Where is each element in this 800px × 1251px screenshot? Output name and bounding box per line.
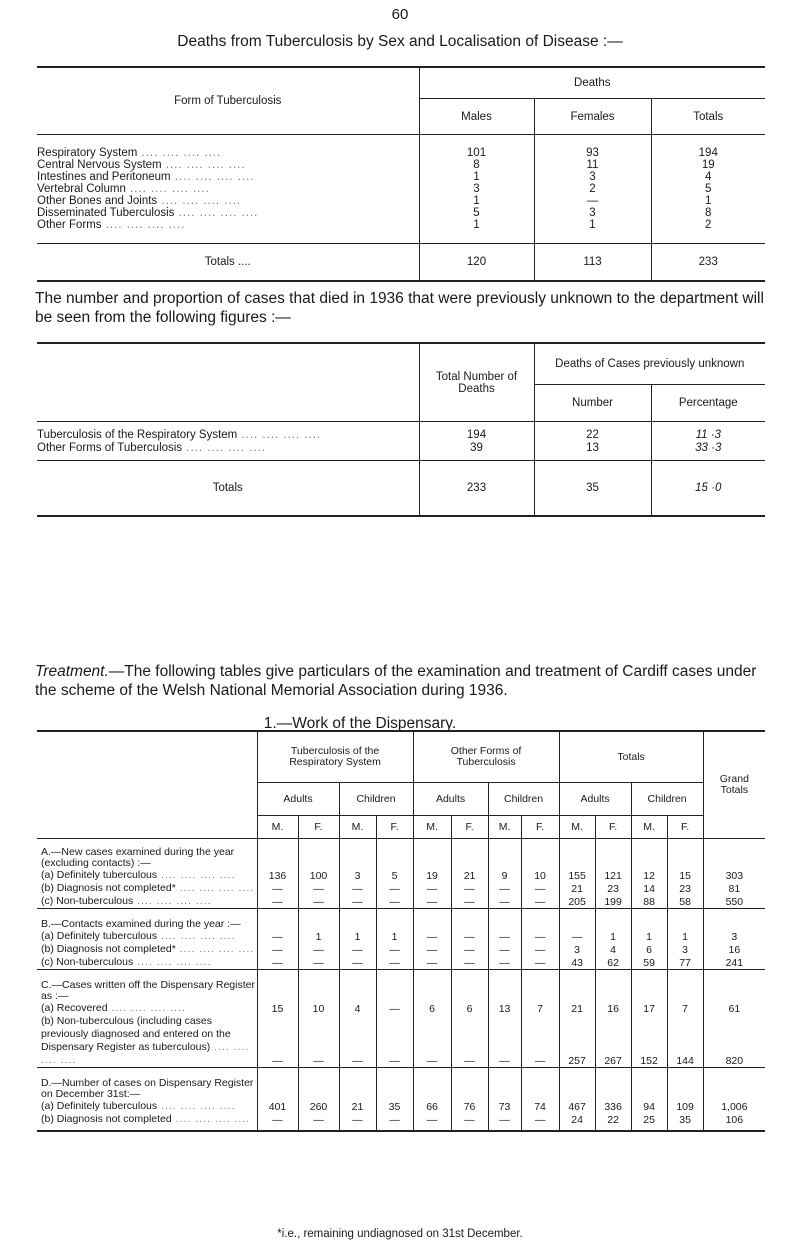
row-females: 2: [534, 183, 651, 195]
table-row: [37, 219, 765, 231]
row-males: 1: [419, 171, 534, 183]
col-males-header: Males: [419, 99, 534, 135]
row-value: —: [488, 956, 521, 970]
row-value: 21: [559, 1002, 595, 1015]
row-value: —: [413, 882, 451, 895]
h-male: M.: [488, 816, 521, 839]
row-label: (c) Non-tuberculous ....: [37, 895, 257, 909]
row-value: 21: [339, 1100, 376, 1113]
row-value: 10: [298, 1002, 339, 1015]
row-value: —: [413, 930, 451, 943]
table-row: [37, 1100, 765, 1113]
row-value: —: [413, 956, 451, 970]
row-value: —: [339, 1113, 376, 1126]
row-value: 241: [703, 956, 765, 970]
row-label: (b) Diagnosis not completed* ....: [37, 882, 257, 895]
row-value: —: [451, 895, 488, 909]
row-value: 59: [631, 956, 667, 970]
row-value: —: [298, 882, 339, 895]
row-value: —: [257, 943, 298, 956]
row-totals: 5: [651, 183, 765, 195]
row-label: (a) Recovered ....: [37, 1002, 257, 1015]
row-value: 88: [631, 895, 667, 909]
row-value: 94: [631, 1100, 667, 1113]
group-heading-row: [37, 919, 765, 930]
table1-body: [37, 147, 765, 231]
table1-total-males: 120: [419, 244, 534, 282]
row-value: —: [376, 882, 413, 895]
row-value: —: [521, 882, 559, 895]
row-value: —: [257, 895, 298, 909]
page-number: 60: [391, 6, 409, 23]
h-female: F.: [298, 816, 339, 839]
row-percentage: 11 ·3: [651, 428, 765, 441]
row-value: 43: [559, 956, 595, 970]
row-value: —: [257, 956, 298, 970]
treatment-lead: Treatment.: [35, 663, 109, 680]
row-value: 267: [595, 1015, 631, 1068]
row-label: (c) Non-tuberculous ....: [37, 956, 257, 970]
h-adults: Adults: [559, 783, 631, 816]
row-value: 6: [631, 943, 667, 956]
row-value: —: [339, 1015, 376, 1068]
row-females: 11: [534, 159, 651, 171]
h-male: M.: [559, 816, 595, 839]
row-label: Central Nervous System ....: [37, 159, 419, 171]
row-percentage: 33 ·3: [651, 441, 765, 454]
row-value: —: [521, 1113, 559, 1126]
row-value: 3: [703, 930, 765, 943]
col-females-header: Females: [534, 99, 651, 135]
col-deaths-header: Deaths: [419, 67, 765, 99]
row-value: 155: [559, 869, 595, 882]
row-label: Other Forms of Tuberculosis ....: [37, 441, 419, 454]
h-totals: Totals: [559, 731, 703, 783]
table2-total-label: Totals: [212, 482, 243, 494]
row-value: 6: [451, 1002, 488, 1015]
row-value: 15: [257, 1002, 298, 1015]
row-value: 401: [257, 1100, 298, 1113]
h-male: M.: [257, 816, 298, 839]
table2-total-deaths: 233: [419, 461, 534, 517]
row-value: 144: [667, 1015, 703, 1068]
row-value: 3: [559, 943, 595, 956]
row-males: 8: [419, 159, 534, 171]
row-value: —: [413, 1113, 451, 1126]
col-number-header: Number: [534, 385, 651, 422]
row-females: 93: [534, 147, 651, 159]
row-value: 4: [339, 1002, 376, 1015]
row-label: (b) Diagnosis not completed* ....: [37, 943, 257, 956]
dispensary-work-table: [37, 730, 765, 1132]
table-row: [37, 159, 765, 171]
table1-total-label: Totals ....: [204, 256, 251, 268]
row-value: 260: [298, 1100, 339, 1113]
h-male: M.: [339, 816, 376, 839]
row-value: 1: [631, 930, 667, 943]
row-value: 257: [559, 1015, 595, 1068]
paragraph-treatment: [35, 662, 765, 700]
h-adults: Adults: [413, 783, 488, 816]
row-value: —: [257, 930, 298, 943]
col-prev-unknown-header: Deaths of Cases previously unknown: [534, 343, 765, 385]
row-value: 19: [413, 869, 451, 882]
row-females: 3: [534, 207, 651, 219]
row-females: 3: [534, 171, 651, 183]
paragraph-previously-unknown: The number and proportion of cases that died in 1936 that were previously unknown to the department will be seen from the following figures :—: [35, 290, 764, 326]
row-value: 467: [559, 1100, 595, 1113]
row-value: 35: [667, 1113, 703, 1126]
row-value: 820: [703, 1015, 765, 1068]
h-grand-totals: Grand Totals: [703, 731, 765, 839]
group-heading-row: [37, 847, 765, 869]
row-value: 23: [595, 882, 631, 895]
row-males: 1: [419, 219, 534, 231]
row-value: 100: [298, 869, 339, 882]
row-value: —: [488, 930, 521, 943]
row-value: —: [451, 882, 488, 895]
row-value: 23: [667, 882, 703, 895]
row-value: 3: [667, 943, 703, 956]
row-value: 9: [488, 869, 521, 882]
table-row: [37, 1113, 765, 1126]
group-heading: C.—Cases written off the Dispensary Register as :—: [41, 979, 255, 1002]
row-value: —: [298, 895, 339, 909]
table2-total-number: 35: [534, 461, 651, 517]
row-value: —: [376, 943, 413, 956]
group-heading-row: [37, 980, 765, 1002]
row-number: 13: [534, 441, 651, 454]
row-value: —: [451, 930, 488, 943]
table3-body: [37, 839, 765, 1127]
table-row: [37, 207, 765, 219]
row-value: 16: [595, 1002, 631, 1015]
row-value: —: [488, 882, 521, 895]
table-row: [37, 1015, 765, 1068]
row-number: 22: [534, 428, 651, 441]
row-value: 7: [667, 1002, 703, 1015]
row-value: 21: [559, 882, 595, 895]
row-value: 81: [703, 882, 765, 895]
row-value: 5: [376, 869, 413, 882]
row-value: —: [298, 1113, 339, 1126]
row-value: 73: [488, 1100, 521, 1113]
row-value: 62: [595, 956, 631, 970]
row-value: —: [451, 1113, 488, 1126]
h-other: Other Forms of Tuberculosis: [413, 731, 559, 783]
table-row: [37, 428, 765, 441]
row-label: (a) Definitely tuberculous ....: [37, 869, 257, 882]
row-value: 22: [595, 1113, 631, 1126]
row-label: (b) Diagnosis not completed ....: [37, 1113, 257, 1126]
row-value: 14: [631, 882, 667, 895]
row-value: —: [488, 895, 521, 909]
row-value: 1,006: [703, 1100, 765, 1113]
row-value: —: [376, 1113, 413, 1126]
table-row: [37, 195, 765, 207]
footnote: *i.e., remaining undiagnosed on 31st December.: [277, 1228, 523, 1240]
row-value: 336: [595, 1100, 631, 1113]
row-value: 35: [376, 1100, 413, 1113]
row-value: 3: [339, 869, 376, 882]
row-males: 3: [419, 183, 534, 195]
table-row: [37, 956, 765, 970]
h-children: Children: [631, 783, 703, 816]
row-value: —: [521, 895, 559, 909]
row-value: —: [257, 1015, 298, 1068]
row-value: —: [413, 943, 451, 956]
row-value: —: [376, 956, 413, 970]
row-value: —: [376, 1002, 413, 1015]
row-value: —: [413, 1015, 451, 1068]
row-total: 194: [419, 428, 534, 441]
row-value: 1: [376, 930, 413, 943]
row-label: Tuberculosis of the Respiratory System ....: [37, 428, 419, 441]
row-value: 6: [413, 1002, 451, 1015]
row-value: 13: [488, 1002, 521, 1015]
row-value: 66: [413, 1100, 451, 1113]
row-totals: 8: [651, 207, 765, 219]
row-males: 101: [419, 147, 534, 159]
row-totals: 1: [651, 195, 765, 207]
group-heading-row: [37, 1078, 765, 1100]
col-totals-header: Totals: [651, 99, 765, 135]
row-totals: 194: [651, 147, 765, 159]
row-value: 15: [667, 869, 703, 882]
col-total-deaths-header: Total Number of Deaths: [419, 343, 534, 422]
h-female: F.: [521, 816, 559, 839]
row-value: —: [257, 882, 298, 895]
col-form-header: Form of Tuberculosis: [37, 67, 419, 135]
row-value: 136: [257, 869, 298, 882]
row-value: —: [298, 1015, 339, 1068]
col-percentage-header: Percentage: [651, 385, 765, 422]
row-value: 205: [559, 895, 595, 909]
table-row: [37, 441, 765, 454]
row-value: 74: [521, 1100, 559, 1113]
row-value: 550: [703, 895, 765, 909]
row-females: 1: [534, 219, 651, 231]
row-value: 1: [339, 930, 376, 943]
h-female: F.: [595, 816, 631, 839]
table-row: [37, 930, 765, 943]
row-value: 12: [631, 869, 667, 882]
row-value: 21: [451, 869, 488, 882]
row-value: —: [521, 1015, 559, 1068]
table-row: [37, 895, 765, 909]
row-value: —: [488, 1015, 521, 1068]
table-row: [37, 882, 765, 895]
deaths-by-sex-table: [37, 66, 765, 282]
row-value: —: [559, 930, 595, 943]
row-label: Disseminated Tuberculosis ....: [37, 207, 419, 219]
h-children: Children: [488, 783, 559, 816]
row-label: Other Bones and Joints ....: [37, 195, 419, 207]
h-female: F.: [451, 816, 488, 839]
group-heading: A.—New cases examined during the year (excluding contacts) :—: [41, 846, 235, 869]
row-value: 109: [667, 1100, 703, 1113]
table2-total-percentage: 15 ·0: [651, 461, 765, 517]
row-value: 58: [667, 895, 703, 909]
row-males: 1: [419, 195, 534, 207]
table1-caption: Deaths from Tuberculosis by Sex and Localisation of Disease :—: [177, 33, 623, 50]
row-value: 121: [595, 869, 631, 882]
row-value: —: [451, 1015, 488, 1068]
row-value: —: [339, 956, 376, 970]
row-value: 10: [521, 869, 559, 882]
h-male: M.: [631, 816, 667, 839]
row-value: —: [376, 895, 413, 909]
previously-unknown-table: [37, 342, 765, 517]
table1-total-totals: 233: [651, 244, 765, 282]
row-value: 4: [595, 943, 631, 956]
table-row: [37, 943, 765, 956]
treatment-text: —The following tables give particulars of the examination and treatment of Cardiff cases under the scheme of the Welsh National Memorial Association during 1936.: [35, 663, 757, 699]
row-total: 39: [419, 441, 534, 454]
row-value: 152: [631, 1015, 667, 1068]
row-label: (a) Definitely tuberculous ....: [37, 930, 257, 943]
row-value: —: [339, 895, 376, 909]
row-value: —: [521, 943, 559, 956]
row-value: —: [488, 943, 521, 956]
row-totals: 2: [651, 219, 765, 231]
row-value: —: [413, 895, 451, 909]
section-heading: 1.—Work of the Dispensary.: [263, 715, 457, 732]
row-value: 16: [703, 943, 765, 956]
row-value: 303: [703, 869, 765, 882]
row-value: 24: [559, 1113, 595, 1126]
row-value: —: [339, 943, 376, 956]
row-value: 61: [703, 1002, 765, 1015]
row-females: —: [534, 195, 651, 207]
row-label: (b) Non-tuberculous (including cases previously diagnosed and entered on the Dispensary Register as tuberculous) ....: [37, 1015, 257, 1068]
row-totals: 4: [651, 171, 765, 183]
row-label: Intestines and Peritoneum ....: [37, 171, 419, 183]
row-value: —: [451, 956, 488, 970]
row-value: —: [451, 943, 488, 956]
table-row: [37, 1002, 765, 1015]
row-value: —: [521, 930, 559, 943]
row-value: 76: [451, 1100, 488, 1113]
row-value: 17: [631, 1002, 667, 1015]
row-value: 77: [667, 956, 703, 970]
group-heading: B.—Contacts examined during the year :—: [41, 918, 241, 930]
table-row: [37, 183, 765, 195]
h-children: Children: [339, 783, 413, 816]
row-value: —: [488, 1113, 521, 1126]
row-value: —: [376, 1015, 413, 1068]
row-value: 106: [703, 1113, 765, 1126]
row-value: —: [298, 943, 339, 956]
h-female: F.: [376, 816, 413, 839]
table-row: [37, 171, 765, 183]
row-value: —: [298, 956, 339, 970]
row-value: —: [521, 956, 559, 970]
row-label: Respiratory System ....: [37, 147, 419, 159]
h-adults: Adults: [257, 783, 339, 816]
row-males: 5: [419, 207, 534, 219]
row-label: Other Forms ....: [37, 219, 419, 231]
row-value: —: [257, 1113, 298, 1126]
row-label: (a) Definitely tuberculous ....: [37, 1100, 257, 1113]
table-row: [37, 147, 765, 159]
row-value: 199: [595, 895, 631, 909]
h-resp: Tuberculosis of the Respiratory System: [257, 731, 413, 783]
h-female: F.: [667, 816, 703, 839]
h-male: M.: [413, 816, 451, 839]
group-heading: D.—Number of cases on Dispensary Register on December 31st:—: [41, 1077, 254, 1100]
row-value: 1: [667, 930, 703, 943]
row-value: 1: [595, 930, 631, 943]
row-label: Vertebral Column ....: [37, 183, 419, 195]
row-value: 25: [631, 1113, 667, 1126]
row-value: 1: [298, 930, 339, 943]
table-row: [37, 869, 765, 882]
table1-total-females: 113: [534, 244, 651, 282]
row-value: 7: [521, 1002, 559, 1015]
row-totals: 19: [651, 159, 765, 171]
row-value: —: [339, 882, 376, 895]
